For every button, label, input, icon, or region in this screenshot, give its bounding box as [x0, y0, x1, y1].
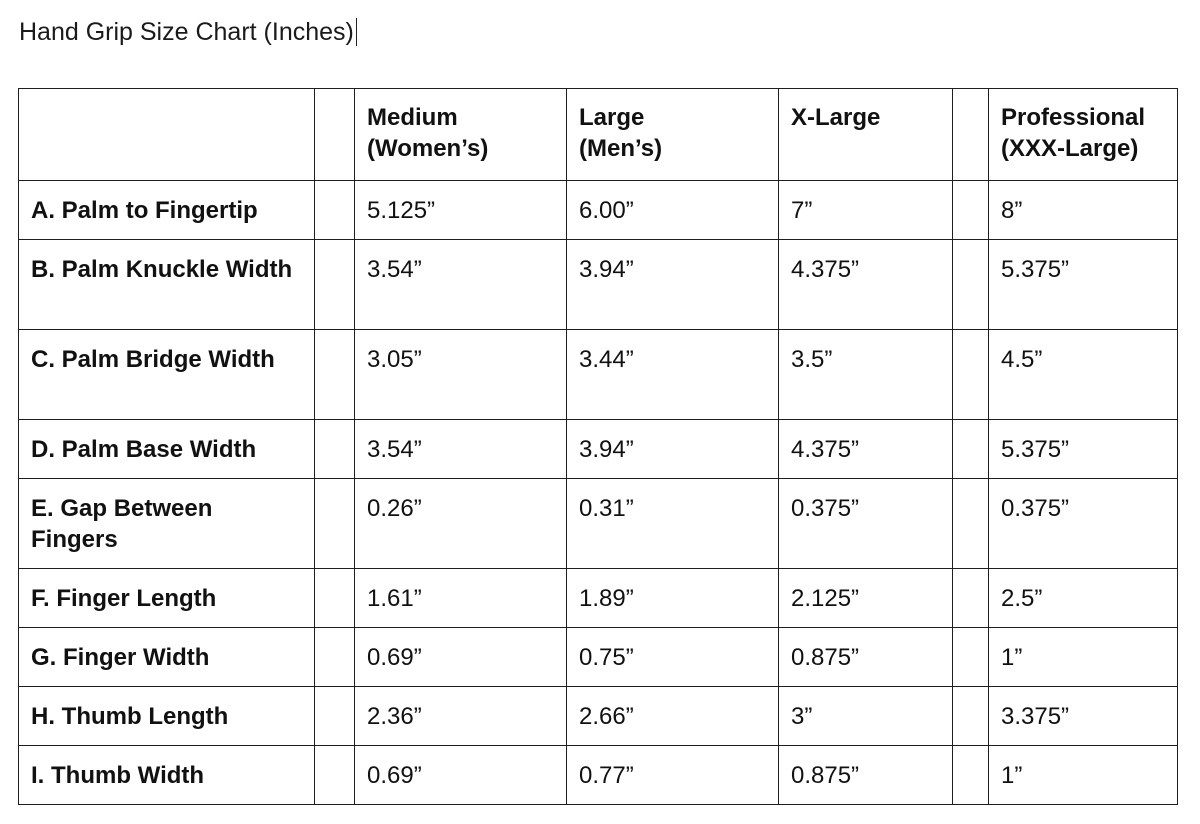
header-cell-large[interactable] [567, 89, 779, 181]
spacer-cell[interactable] [953, 89, 989, 181]
value-cell[interactable]: 3.44” [567, 330, 779, 420]
value-cell[interactable]: 3.54” [355, 240, 567, 330]
value-cell[interactable]: 7” [779, 181, 953, 240]
value-cell[interactable]: 4.375” [779, 420, 953, 479]
value-cell[interactable]: 0.69” [355, 628, 567, 687]
value-cell[interactable]: 4.375” [779, 240, 953, 330]
table-row [19, 687, 1178, 746]
value-cell[interactable]: 0.26” [355, 479, 567, 569]
header-cell-x-large[interactable] [779, 89, 953, 181]
spacer-cell[interactable] [315, 746, 355, 805]
value-cell[interactable]: 3.54” [355, 420, 567, 479]
row-label-cell[interactable]: G. Finger Width [19, 628, 315, 687]
row-label-cell[interactable]: B. Palm Knuckle Width [19, 240, 315, 330]
header-sublabel: (Men’s) [579, 135, 663, 162]
value-cell[interactable]: 1.61” [355, 569, 567, 628]
spacer-cell[interactable] [953, 569, 989, 628]
spacer-cell[interactable] [953, 181, 989, 240]
row-label-cell[interactable]: A. Palm to Fingertip [19, 181, 315, 240]
value-cell[interactable]: 0.77” [567, 746, 779, 805]
spacer-cell[interactable] [953, 330, 989, 420]
value-cell[interactable]: 3” [779, 687, 953, 746]
spacer-cell[interactable] [315, 479, 355, 569]
table-row [19, 479, 1178, 569]
table-row [19, 569, 1178, 628]
document-title[interactable] [19, 16, 357, 48]
value-cell[interactable]: 3.94” [567, 240, 779, 330]
value-cell[interactable]: 5.375” [989, 420, 1178, 479]
spacer-cell[interactable] [953, 746, 989, 805]
spacer-cell[interactable] [953, 628, 989, 687]
header-sublabel: (XXX-Large) [1001, 135, 1139, 162]
value-cell[interactable]: 3.05” [355, 330, 567, 420]
spacer-cell[interactable] [315, 628, 355, 687]
text-cursor [356, 18, 357, 46]
spacer-cell[interactable] [315, 240, 355, 330]
table-row [19, 330, 1178, 420]
value-cell[interactable]: 0.31” [567, 479, 779, 569]
spacer-cell[interactable] [953, 240, 989, 330]
table-row [19, 181, 1178, 240]
table-body [19, 181, 1178, 805]
spacer-cell[interactable] [315, 89, 355, 181]
header-label: Large [579, 104, 645, 131]
table-row [19, 628, 1178, 687]
value-cell[interactable]: 0.875” [779, 746, 953, 805]
row-label-cell[interactable]: I. Thumb Width [19, 746, 315, 805]
value-cell[interactable]: 2.66” [567, 687, 779, 746]
value-cell[interactable]: 3.94” [567, 420, 779, 479]
spacer-cell[interactable] [315, 181, 355, 240]
row-label-cell[interactable]: D. Palm Base Width [19, 420, 315, 479]
header-label: X-Large [791, 104, 881, 131]
spacer-cell[interactable] [315, 420, 355, 479]
value-cell[interactable]: 6.00” [567, 181, 779, 240]
hand-grip-size-table [18, 88, 1178, 805]
spacer-cell[interactable] [315, 569, 355, 628]
row-label-cell[interactable]: F. Finger Length [19, 569, 315, 628]
table-row [19, 420, 1178, 479]
header-corner-cell[interactable] [19, 89, 315, 181]
value-cell[interactable]: 2.125” [779, 569, 953, 628]
header-label: Medium [367, 104, 458, 131]
value-cell[interactable]: 2.5” [989, 569, 1178, 628]
header-cell-medium[interactable] [355, 89, 567, 181]
value-cell[interactable]: 5.375” [989, 240, 1178, 330]
value-cell[interactable]: 0.75” [567, 628, 779, 687]
value-cell[interactable]: 0.875” [779, 628, 953, 687]
spacer-cell[interactable] [953, 687, 989, 746]
value-cell[interactable]: 0.375” [989, 479, 1178, 569]
header-cell-professional[interactable] [989, 89, 1178, 181]
spacer-cell[interactable] [315, 687, 355, 746]
header-sublabel: (Women’s) [367, 135, 489, 162]
value-cell[interactable]: 5.125” [355, 181, 567, 240]
value-cell[interactable]: 2.36” [355, 687, 567, 746]
spacer-cell[interactable] [953, 479, 989, 569]
value-cell[interactable]: 0.375” [779, 479, 953, 569]
row-label-cell[interactable]: C. Palm Bridge Width [19, 330, 315, 420]
spacer-cell[interactable] [315, 330, 355, 420]
table-row [19, 240, 1178, 330]
value-cell[interactable]: 3.5” [779, 330, 953, 420]
table-row [19, 746, 1178, 805]
value-cell[interactable]: 1” [989, 746, 1178, 805]
value-cell[interactable]: 4.5” [989, 330, 1178, 420]
document-title-text: Hand Grip Size Chart (Inches) [19, 18, 354, 46]
value-cell[interactable]: 1.89” [567, 569, 779, 628]
header-label: Professional [1001, 104, 1146, 131]
value-cell[interactable]: 1” [989, 628, 1178, 687]
value-cell[interactable]: 8” [989, 181, 1178, 240]
row-label-cell[interactable]: E. Gap Between Fingers [19, 479, 315, 569]
row-label-cell[interactable]: H. Thumb Length [19, 687, 315, 746]
value-cell[interactable]: 3.375” [989, 687, 1178, 746]
spacer-cell[interactable] [953, 420, 989, 479]
table-header-row [19, 89, 1178, 181]
value-cell[interactable]: 0.69” [355, 746, 567, 805]
